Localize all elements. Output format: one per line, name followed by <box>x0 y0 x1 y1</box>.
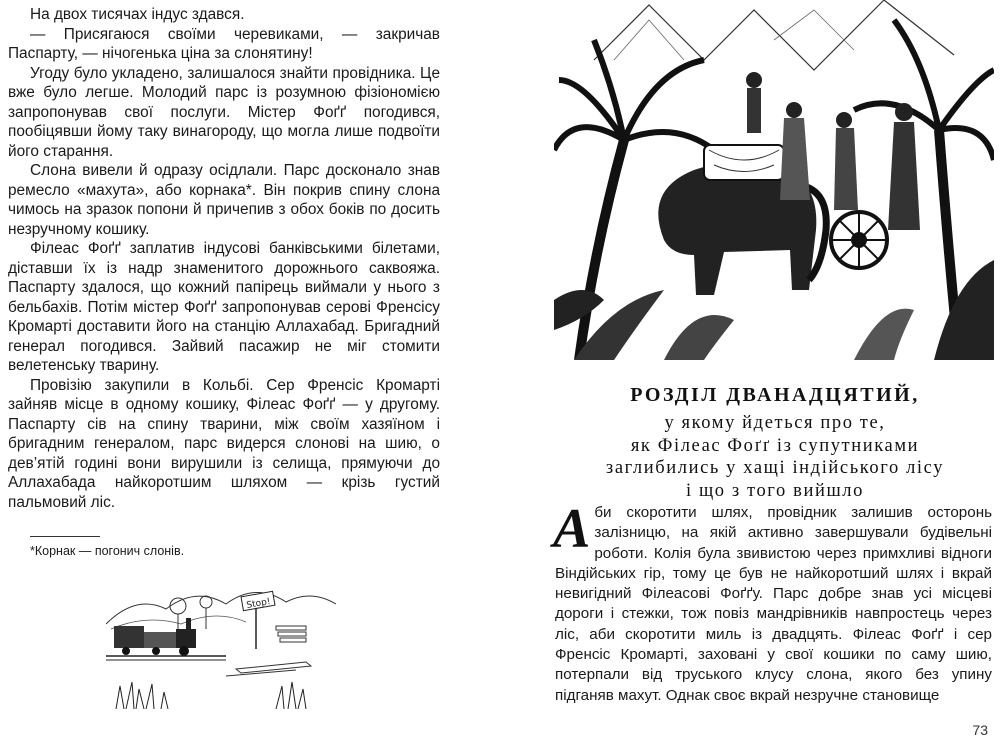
paragraph: Філеас Фоґґ заплатив індусові банківськими білетами, діставши їх із надр знаменитого дорожнього саквояжа. Паспарту здалося, що кожний папірець виймали у нього з бельбахів. Потім містер Фоґґ запропонував серові Френсісу Кромарті доставити його на станцію Аллахабад. Бригадний генерал погодився. Зайвий пасажир не міг стомити велетенську тварину. <box>8 240 440 374</box>
footnote-divider <box>30 536 100 537</box>
chapter-body: би скоротити шлях, провідник залишив осторонь залізницю, на якій активно завершували будівельні роботи. Колія була звивистою через примхливі відноги Віндійських гір, тому це був не найкоротший шлях і вкрай невигідний Філеасові Фоґґу. Парс добре знав усі місцеві дороги і стежки, тож повіз мандрівників навпростець через ліс, аби скоротити миль із двадцять. Філеас Фоґґ і сер Френсіс Кромарті, заховані у свої кошики по саму шию, потерпали від труського клусу слона, якого без упину підганяв махут. Однак своє вкрай незручне становище <box>555 504 992 704</box>
subtitle-line: у якому йдеться про те, <box>664 413 886 433</box>
subtitle-line: заглибились у хащі індійського лісу <box>605 458 945 478</box>
paragraph: Слона вивели й одразу осідлали. Парс досконало знав ремесло «махута», або корнака*. Він покрив спину слона чимось на зразок попони й причепив з обох боків по досить незручному кошику. <box>8 162 440 238</box>
paragraph: — Присягаюся своїми черевиками, — закричав Паспарту, — нічогенька ціна за слонятину! <box>8 25 440 62</box>
paragraph: На двох тисячах індус здався. <box>30 6 245 23</box>
drop-cap: А <box>553 498 591 560</box>
paragraph: Провізію закупили в Кольбі. Сер Френсіс Кромарті зайняв місце в одному кошику, Філеас Фоґґ — у другому. Паспарту сів на спину тварини, між своїм хазяїном і бригадним генералом, парс видерся слонові на шию, о дев’ятій годині вони вирушили із селища, прямуючи до Аллахабада найкоротшим шляхом — крізь густий пальмовий ліс. <box>8 376 440 511</box>
footnote: *Корнак — погонич слонів. <box>30 544 185 558</box>
jungle-elephant-illustration <box>554 0 994 360</box>
subtitle-line: і що з того вийшло <box>686 480 864 501</box>
right-page <box>500 0 1000 745</box>
train-sketch-illustration <box>106 574 336 709</box>
chapter-title: РОЗДІЛ ДВАНАДЦЯТИЙ, <box>630 384 920 406</box>
paragraph: Угоду було укладено, залишалося знайти провідника. Це вже було легше. Молодий парс із розумною фізіономією запропонував свої послуги. Містер Фоґґ погодився, пообіцявши йому таку винагороду, що могла лише подвоїти його старання. <box>8 64 440 160</box>
page-number: 73 <box>972 722 988 738</box>
subtitle-line: як Філеас Фоґґ із супутниками <box>630 435 920 456</box>
left-body-text <box>8 5 440 512</box>
sign-text: Stop! <box>245 596 272 611</box>
chapter-subtitle <box>550 412 1000 502</box>
right-body-text <box>553 498 992 706</box>
